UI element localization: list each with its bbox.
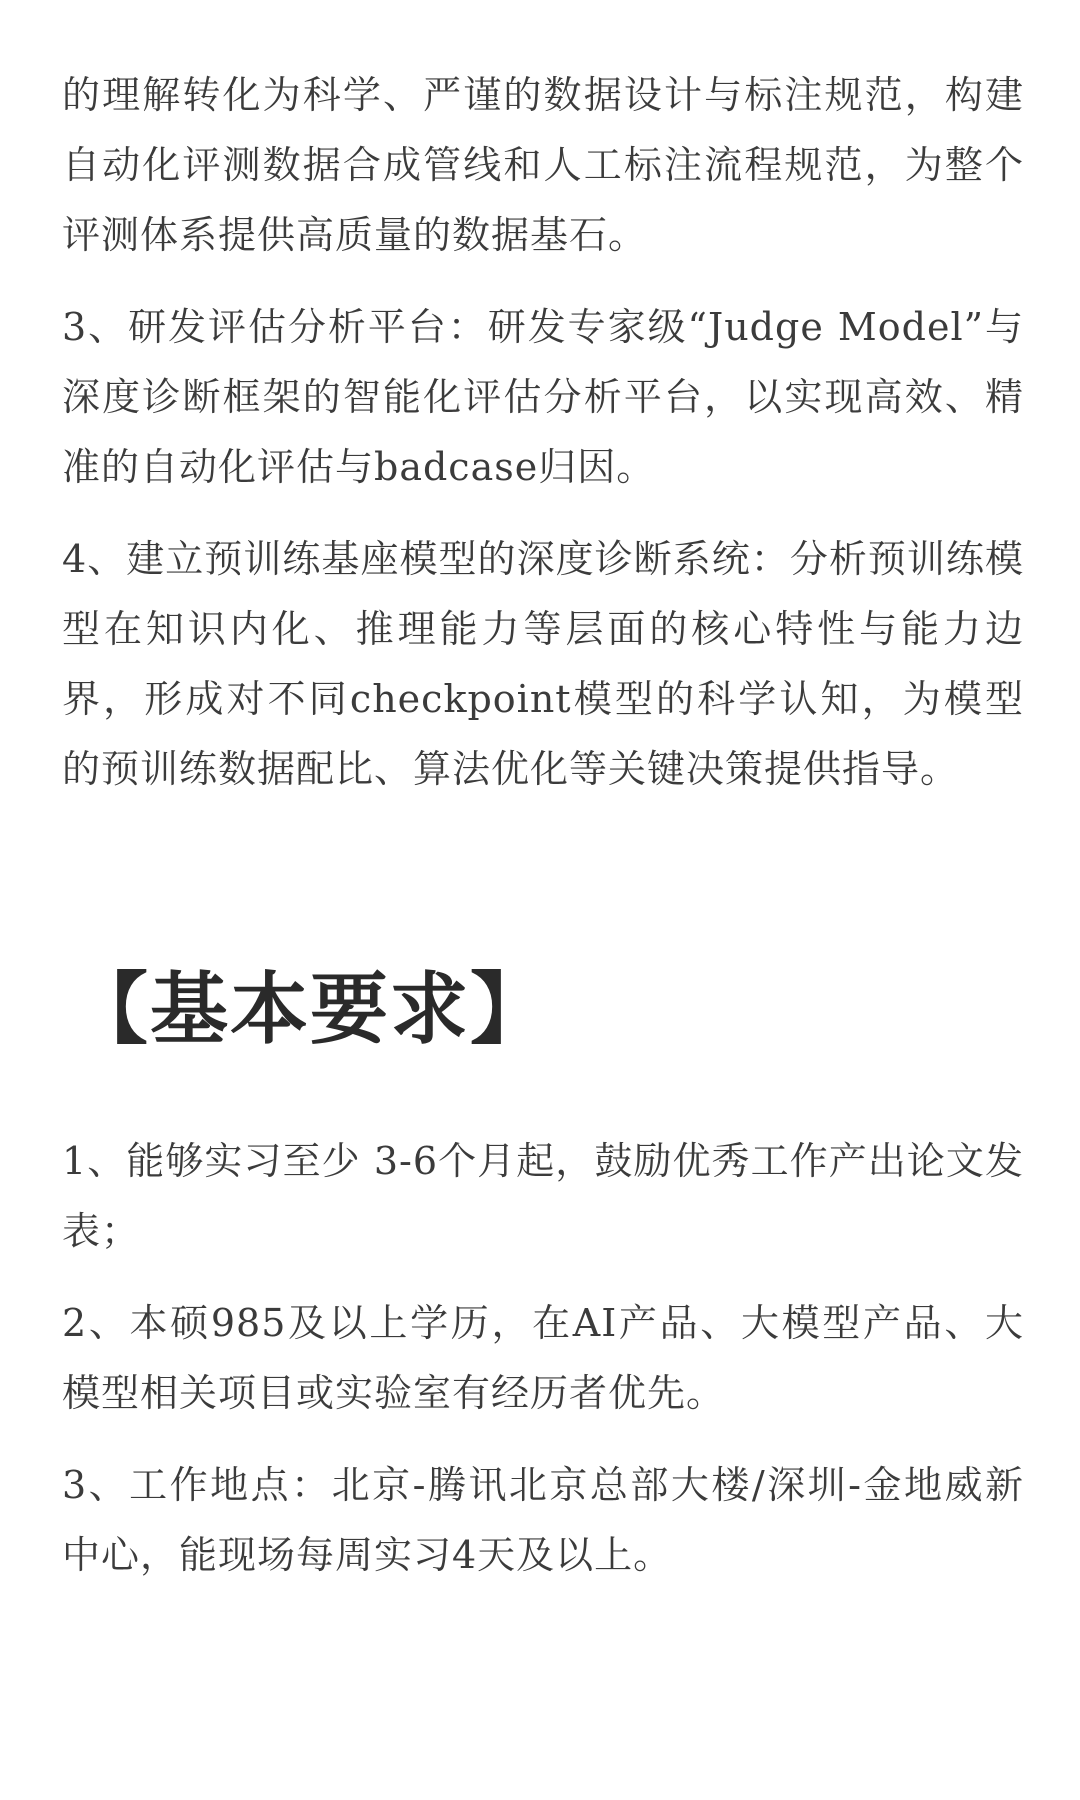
paragraph-data-design: 的理解转化为科学、严谨的数据设计与标注规范，构建自动化评测数据合成管线和人工标注流程规范，为整个评测体系提供高质量的数据基石。 <box>62 73 1024 257</box>
requirement-education: 2、本硕985及以上学历，在AI产品、大模型产品、大模型相关项目或实验室有经历者优先。 <box>62 1301 1024 1415</box>
requirement-duration: 1、能够实习至少 3-6个月起，鼓励优秀工作产出论文发表； <box>62 1139 1024 1253</box>
section-title-basic-requirements: 【基本要求】 <box>70 964 551 1055</box>
paragraph-diagnosis-system: 4、建立预训练基座模型的深度诊断系统：分析预训练模型在知识内化、推理能力等层面的核心特性与能力边界，形成对不同checkpoint模型的科学认知，为模型的预训练数据配比、算法优化等关键决策提供指导。 <box>62 537 1024 791</box>
article-body <box>62 60 1024 1612</box>
requirement-location: 3、工作地点：北京-腾讯北京总部大楼/深圳-金地威新中心，能现场每周实习4天及以上。 <box>62 1463 1024 1577</box>
paragraph-eval-platform: 3、研发评估分析平台：研发专家级“Judge Model”与深度诊断框架的智能化评估分析平台，以实现高效、精准的自动化评估与badcase归因。 <box>62 305 1024 489</box>
